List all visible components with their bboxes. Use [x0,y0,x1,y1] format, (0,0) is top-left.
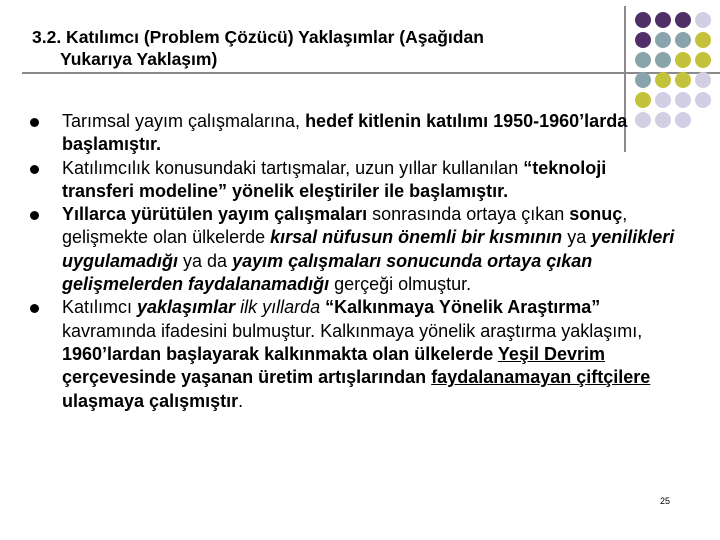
decorative-dot [675,72,691,88]
bullet-item: Tarımsal yayım çalışmalarına, hedef kitlenin katılımı 1950-1960’larda başlamıştır. [30,110,680,157]
slide-title [32,26,622,70]
decorative-dot [675,32,691,48]
decorative-dot [675,92,691,108]
decorative-dot [695,32,711,48]
decorative-dot [655,32,671,48]
bullet-item: Yıllarca yürütülen yayım çalışmaları sonrasında ortaya çıkan sonuç, gelişmekte olan ülkelerde kırsal nüfusun önemli bir kısmının ya yenilikleri uygulamadığı ya da yayım çalışmaları sonucunda ortaya çıkan gelişmelerden faydalanamadığı gerçeği olmuştur. [30,203,680,296]
decorative-dot [655,72,671,88]
horizontal-divider [22,72,720,74]
decorative-dot [635,92,651,108]
decorative-dot [675,52,691,68]
bullet-dot-icon [30,165,39,174]
decorative-dot [695,92,711,108]
decorative-dot [695,12,711,28]
decorative-dot [635,32,651,48]
title-line-2: Yukarıya Yaklaşım) [60,49,218,69]
decorative-dot [695,72,711,88]
decorative-dot [675,12,691,28]
decorative-dot [655,92,671,108]
bullet-item: Katılımcı yaklaşımlar ilk yıllarda “Kalkınmaya Yönelik Araştırma” kavramında ifadesini bulmuştur. Kalkınmaya yönelik araştırma yaklaşımı, 1960’lardan başlayarak kalkınmakta olan ülkelerde Yeşil Devrim çerçevesinde yaşanan üretim artışlarından faydalanamayan çiftçilere ulaşmaya çalışmıştır. [30,296,680,412]
title-line-1: 3.2. Katılımcı (Problem Çözücü) Yaklaşımlar (Aşağıdan [32,27,484,47]
decorative-dot [655,52,671,68]
bullet-list [30,110,680,413]
bullet-dot-icon [30,118,39,127]
bullet-dot-icon [30,211,39,220]
decorative-dot [635,72,651,88]
decorative-dot [635,12,651,28]
decorative-dot [635,52,651,68]
decorative-dot [695,52,711,68]
bullet-dot-icon [30,304,39,313]
decorative-dot [655,12,671,28]
page-number: 25 [660,496,671,506]
bullet-item: Katılımcılık konusundaki tartışmalar, uzun yıllar kullanılan “teknoloji transferi modeline” yönelik eleştiriler ile başlamıştır. [30,157,680,204]
